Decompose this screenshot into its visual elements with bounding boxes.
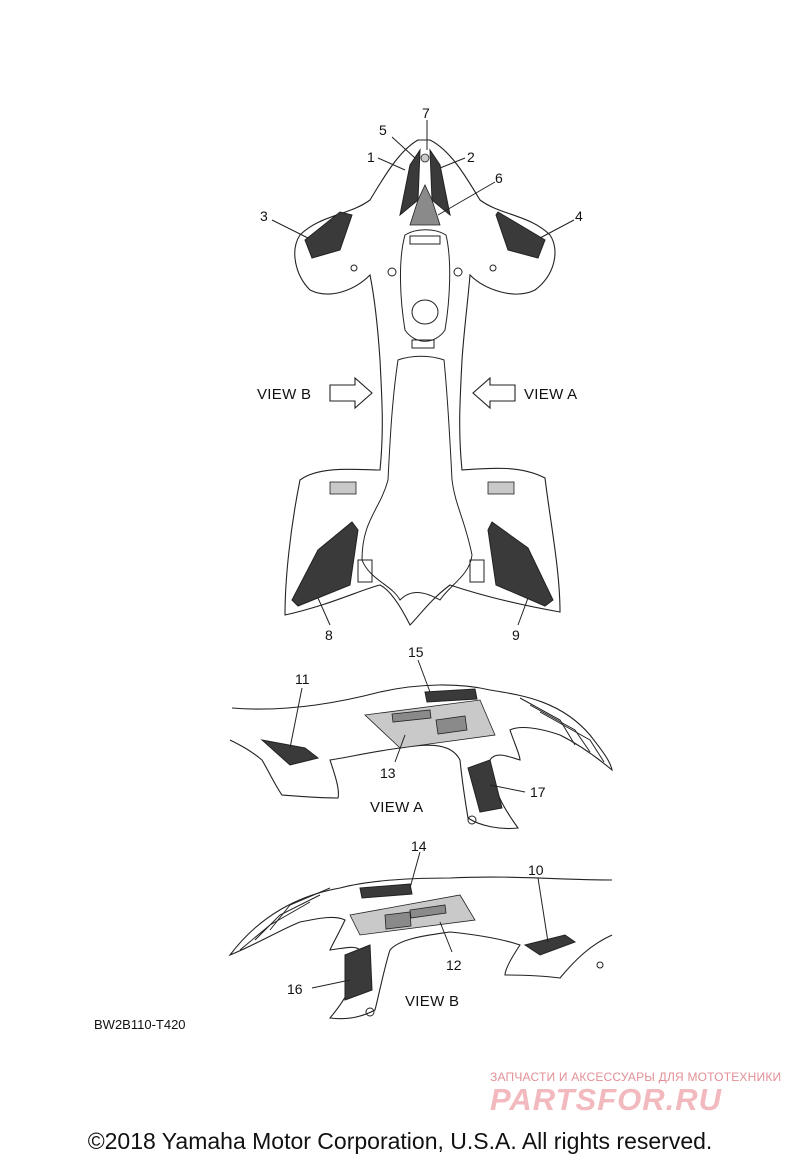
copyright-notice: ©2018 Yamaha Motor Corporation, U.S.A. All rights reserved.	[87, 1128, 713, 1154]
callout-6: 6	[495, 170, 503, 186]
view-a-title: VIEW A	[370, 799, 424, 816]
callout-11: 11	[295, 671, 310, 687]
view-a-arrow	[473, 378, 515, 408]
callout-13: 13	[380, 765, 396, 781]
callout-9: 9	[512, 627, 520, 643]
leader-16	[312, 980, 350, 988]
view-b-arrow	[330, 378, 372, 408]
callout-4: 4	[575, 208, 583, 224]
view-b-label-top: VIEW B	[257, 386, 312, 403]
callout-15: 15	[408, 644, 424, 660]
callout-14: 14	[411, 838, 427, 854]
view-b-badge	[385, 912, 411, 929]
callout-3: 3	[260, 208, 268, 224]
callout-1: 1	[367, 149, 375, 165]
view-b-decal-16	[345, 945, 372, 1000]
callout-12: 12	[446, 957, 462, 973]
watermark-tagline: ЗАПЧАСТИ И АКСЕССУАРЫ ДЛЯ МОТОТЕХНИКИ	[490, 1070, 782, 1084]
callout-5: 5	[379, 122, 387, 138]
leader-3	[272, 220, 308, 238]
callout-2: 2	[467, 149, 475, 165]
callout-7: 7	[422, 105, 430, 121]
top-view-drawing	[272, 120, 574, 625]
view-a-label-top: VIEW A	[524, 386, 578, 403]
callout-17: 17	[530, 784, 546, 800]
rear-right-pad	[488, 482, 514, 494]
callout-8: 8	[325, 627, 333, 643]
callout-16: 16	[287, 981, 303, 997]
view-b-bolt-rear	[597, 962, 603, 968]
part-code: BW2B110-T420	[94, 1017, 186, 1032]
rear-left-pad	[330, 482, 356, 494]
watermark-logo: PARTSFOR.RU	[490, 1082, 723, 1117]
view-b-title: VIEW B	[405, 993, 460, 1010]
decal-emblem	[421, 154, 429, 162]
leader-4	[540, 220, 574, 238]
callout-10: 10	[528, 862, 544, 878]
